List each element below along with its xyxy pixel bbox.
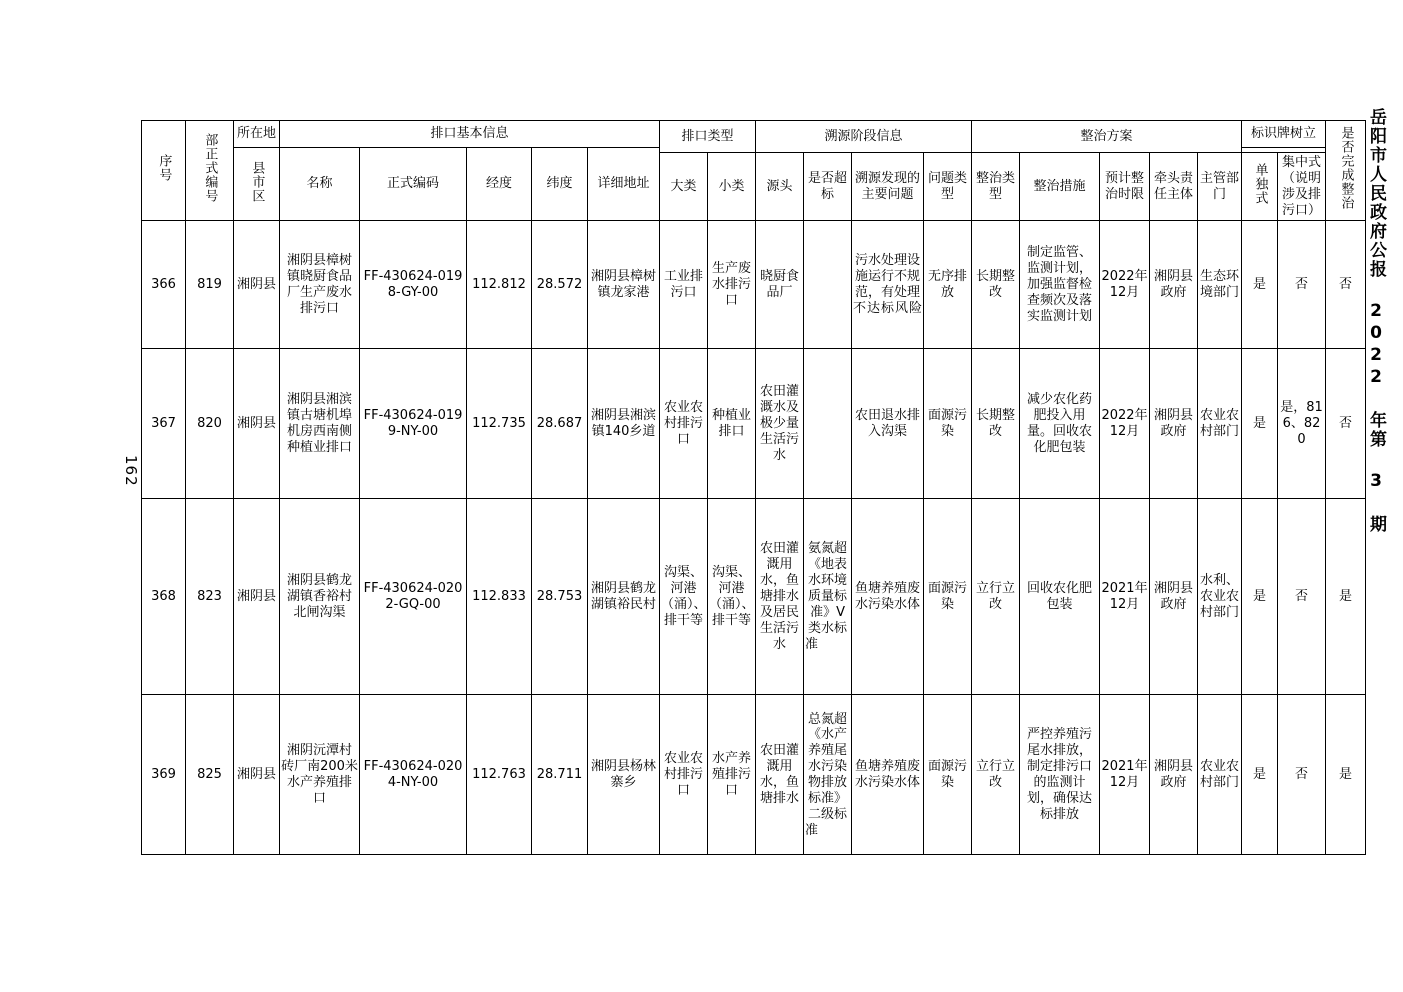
cell-address: 湘阴县樟树镇龙家港 — [588, 221, 660, 349]
th-measure: 整治措施 — [1020, 153, 1100, 221]
th-name: 名称 — [280, 148, 360, 221]
cell-deadline: 2021年12月 — [1100, 695, 1150, 855]
cell-seq: 368 — [142, 499, 186, 695]
th-code: 正式编码 — [360, 148, 467, 221]
cell-seq: 367 — [142, 349, 186, 499]
cell-longitude: 112.735 — [467, 349, 532, 499]
cell-sign-single: 是 — [1242, 499, 1278, 695]
cell-small-type: 水产养殖排污口 — [708, 695, 756, 855]
cell-formal-code: 823 — [186, 499, 234, 695]
th-deadline: 预计整治时限 — [1100, 153, 1150, 221]
cell-name: 湘阴沅潭村砖厂南200米水产养殖排口 — [280, 695, 360, 855]
th-longitude: 经度 — [467, 148, 532, 221]
cell-problem-type: 面源污染 — [924, 349, 972, 499]
th-big-type: 大类 — [660, 153, 708, 221]
th-completed-group: 是否完成整治 — [1326, 121, 1366, 221]
cell-main-problem: 污水处理设施运行不规范，有处理不达标风险 — [852, 221, 924, 349]
cell-completed: 否 — [1326, 349, 1366, 499]
cell-county: 湘阴县 — [234, 499, 280, 695]
cell-supervising-dept: 水利、农业农村部门 — [1198, 499, 1242, 695]
cell-deadline: 2022年12月 — [1100, 221, 1150, 349]
th-plan-group: 整治方案 — [972, 121, 1242, 153]
table-body — [142, 221, 1366, 855]
cell-small-type: 种植业排口 — [708, 349, 756, 499]
cell-completed: 是 — [1326, 499, 1366, 695]
cell-latitude: 28.572 — [532, 221, 588, 349]
cell-problem-type: 无序排放 — [924, 221, 972, 349]
cell-plan-type: 长期整改 — [972, 221, 1020, 349]
cell-problem-type: 面源污染 — [924, 499, 972, 695]
cell-address: 湘阴县鹤龙湖镇裕民村 — [588, 499, 660, 695]
cell-source: 农田灌溉用水，鱼塘排水 — [756, 695, 804, 855]
th-main-problem: 溯源发现的主要问题 — [852, 153, 924, 221]
outfall-table — [141, 120, 1366, 855]
th-source: 源头 — [756, 153, 804, 221]
cell-supervising-dept: 农业农村部门 — [1198, 349, 1242, 499]
cell-plan-type: 立行立改 — [972, 695, 1020, 855]
cell-formal-code: 819 — [186, 221, 234, 349]
table-row — [142, 349, 1366, 499]
cell-deadline: 2021年12月 — [1100, 499, 1150, 695]
cell-lead-unit: 湘阴县政府 — [1150, 349, 1198, 499]
cell-latitude: 28.711 — [532, 695, 588, 855]
th-county: 县市区 — [234, 148, 280, 221]
cell-lead-unit: 湘阴县政府 — [1150, 695, 1198, 855]
th-over-standard: 是否超标 — [804, 153, 852, 221]
cell-small-type: 生产废水排污口 — [708, 221, 756, 349]
cell-sign-single: 是 — [1242, 695, 1278, 855]
cell-completed: 是 — [1326, 695, 1366, 855]
cell-sign-single: 是 — [1242, 349, 1278, 499]
cell-plan-type: 长期整改 — [972, 349, 1020, 499]
cell-over-standard: 总氮超《水产养殖尾水污染物排放标准》二级标准 — [804, 695, 852, 855]
cell-supervising-dept: 生态环境部门 — [1198, 221, 1242, 349]
cell-name: 湘阴县鹤龙湖镇香裕村北闸沟渠 — [280, 499, 360, 695]
th-plan-type: 整治类型 — [972, 153, 1020, 221]
header-row-group — [142, 121, 1366, 148]
cell-lead-unit: 湘阴县政府 — [1150, 221, 1198, 349]
cell-sign-multi: 否 — [1278, 221, 1326, 349]
cell-over-standard: 氨氮超《地表水环境质量标准》V类水标准 — [804, 499, 852, 695]
cell-code: FF-430624-0202-GQ-00 — [360, 499, 467, 695]
cell-longitude: 112.812 — [467, 221, 532, 349]
cell-formal-code: 825 — [186, 695, 234, 855]
cell-source: 农田灌溉水及极少量生活污水 — [756, 349, 804, 499]
th-supervising-dept: 主管部门 — [1198, 153, 1242, 221]
cell-sign-single: 是 — [1242, 221, 1278, 349]
table-row — [142, 221, 1366, 349]
th-sign-multi: 集中式（说明涉及排污口） — [1278, 153, 1326, 221]
table-row — [142, 695, 1366, 855]
cell-seq: 366 — [142, 221, 186, 349]
cell-measure: 减少农化药肥投入用量。回收农化肥包装 — [1020, 349, 1100, 499]
cell-longitude: 112.833 — [467, 499, 532, 695]
th-address: 详细地址 — [588, 148, 660, 221]
th-seq: 序号 — [142, 121, 186, 221]
cell-name: 湘阴县湘滨镇古塘机埠机房西南侧种植业排口 — [280, 349, 360, 499]
th-sign-single: 单独式 — [1242, 153, 1278, 221]
cell-main-problem: 农田退水排入沟渠 — [852, 349, 924, 499]
cell-address: 湘阴县杨林寨乡 — [588, 695, 660, 855]
cell-big-type: 农业农村排污口 — [660, 695, 708, 855]
cell-latitude: 28.687 — [532, 349, 588, 499]
running-head: 岳阳市人民政府公报 2022 年第 3 期 — [1366, 108, 1386, 534]
cell-small-type: 沟渠、河港（涌）、排干等 — [708, 499, 756, 695]
cell-county: 湘阴县 — [234, 221, 280, 349]
cell-name: 湘阴县樟树镇晓厨食品厂生产废水排污口 — [280, 221, 360, 349]
cell-big-type: 沟渠、河港（涌）、排干等 — [660, 499, 708, 695]
cell-measure: 严控养殖污尾水排放，制定排污口的监测计划，确保达标排放 — [1020, 695, 1100, 855]
cell-formal-code: 820 — [186, 349, 234, 499]
cell-longitude: 112.763 — [467, 695, 532, 855]
th-location-group: 所在地 — [234, 121, 280, 148]
th-trace-info-group: 溯源阶段信息 — [756, 121, 972, 153]
cell-problem-type: 面源污染 — [924, 695, 972, 855]
cell-over-standard — [804, 221, 852, 349]
th-small-type: 小类 — [708, 153, 756, 221]
page-number: 162 — [122, 455, 140, 487]
cell-sign-multi: 是，816、820 — [1278, 349, 1326, 499]
cell-code: FF-430624-0199-NY-00 — [360, 349, 467, 499]
th-lead-unit: 牵头责任主体 — [1150, 153, 1198, 221]
cell-over-standard — [804, 349, 852, 499]
th-sign-group: 标识牌树立 — [1242, 121, 1326, 148]
cell-completed: 否 — [1326, 221, 1366, 349]
cell-county: 湘阴县 — [234, 349, 280, 499]
cell-main-problem: 鱼塘养殖废水污染水体 — [852, 499, 924, 695]
cell-county: 湘阴县 — [234, 695, 280, 855]
cell-sign-multi: 否 — [1278, 695, 1326, 855]
cell-seq: 369 — [142, 695, 186, 855]
table-row — [142, 499, 1366, 695]
th-formal-code: 部正式编号 — [186, 121, 234, 221]
th-latitude: 纬度 — [532, 148, 588, 221]
cell-measure: 制定监管、监测计划，加强监督检查频次及落实监测计划 — [1020, 221, 1100, 349]
th-outfall-type-group: 排口类型 — [660, 121, 756, 153]
cell-measure: 回收农化肥包装 — [1020, 499, 1100, 695]
cell-big-type: 工业排污口 — [660, 221, 708, 349]
cell-lead-unit: 湘阴县政府 — [1150, 499, 1198, 695]
cell-big-type: 农业农村排污口 — [660, 349, 708, 499]
cell-source: 晓厨食品厂 — [756, 221, 804, 349]
cell-deadline: 2022年12月 — [1100, 349, 1150, 499]
cell-latitude: 28.753 — [532, 499, 588, 695]
cell-code: FF-430624-0204-NY-00 — [360, 695, 467, 855]
cell-plan-type: 立行立改 — [972, 499, 1020, 695]
cell-sign-multi: 否 — [1278, 499, 1326, 695]
cell-main-problem: 鱼塘养殖废水污染水体 — [852, 695, 924, 855]
cell-supervising-dept: 农业农村部门 — [1198, 695, 1242, 855]
th-basic-info-group: 排口基本信息 — [280, 121, 660, 148]
cell-address: 湘阴县湘滨镇140乡道 — [588, 349, 660, 499]
cell-source: 农田灌溉用水，鱼塘排水及居民生活污水 — [756, 499, 804, 695]
cell-code: FF-430624-0198-GY-00 — [360, 221, 467, 349]
table-header — [142, 121, 1366, 221]
th-problem-type: 问题类型 — [924, 153, 972, 221]
